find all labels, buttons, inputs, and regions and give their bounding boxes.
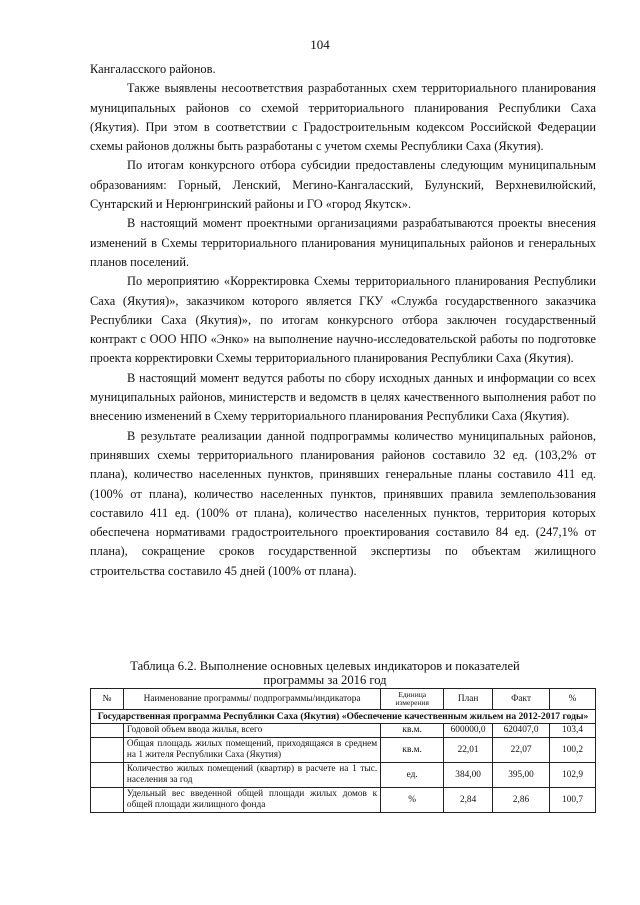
table-row (91, 788, 596, 813)
row-num (91, 788, 124, 813)
body-text (90, 60, 596, 581)
row-num (91, 763, 124, 788)
row-fact: 22,07 (493, 738, 550, 763)
row-name: Количество жилых помещений (квартир) в расчете на 1 тыс. населения за год (123, 763, 380, 788)
table-header-row (91, 689, 596, 710)
row-fact: 2,86 (493, 788, 550, 813)
row-name: Общая площадь жилых помещений, приходящаяся в среднем на 1 жителя Республики Саха (Якутия) (123, 738, 380, 763)
paragraph-3: По итогам конкурсного отбора субсидии предоставлены следующим муниципальным образованиям: Горный, Ленский, Мегино-Кангаласский, Булунский, Верхневилюйский, Сунтарский и Нерюнгринский районы и ГО «город Якутск». (90, 158, 596, 212)
table-row (91, 724, 596, 738)
header-unit: Единица измерения (381, 689, 444, 710)
row-unit: кв.м. (381, 724, 444, 738)
paragraph-7: В результате реализации данной подпрограммы количество муниципальных районов, принявших схемы территориального планирования районов составило 32 ед. (103,2% от плана), количество населенных пунктов, принявших генеральные планы составило 411 ед. (100% от плана), количество населенных пунктов, принявших правила землепользования составило 411 ед. (100% от плана), количество населенных пунктов, территория которых обеспечена нормативами градостроительного проектирования составило 84 ед. (247,1% от плана), сокращение сроков государственной экспертизы по объектам жилищного строительства составило 45 дней (100% от плана). (90, 428, 596, 578)
paragraph-2: Также выявлены несоответствия разработанных схем территориального планирования муниципальных районов со схемой территориального планирования Республики Саха (Якутия). При этом в соответствии с Градостроительным кодексом Российской Федерации схемы районов должны быть разработаны с учетом схемы Республики Саха (Якутия). (90, 81, 596, 154)
row-fact: 620407,0 (493, 724, 550, 738)
header-num: № (91, 689, 124, 710)
paragraph-4: В настоящий момент проектными организациями разрабатываются проекты внесения изменений в Схемы территориального планирования муниципальных районов и генеральных планов поселений. (90, 216, 596, 269)
indicators-table (90, 688, 596, 813)
row-percent: 100,2 (550, 738, 596, 763)
table-caption: Таблица 6.2. Выполнение основных целевых индикаторов и показателей программы за 2016 год (130, 659, 520, 687)
table-row (91, 738, 596, 763)
row-unit: % (381, 788, 444, 813)
paragraph-1: Кангаласского районов. (90, 62, 216, 76)
row-fact: 395,00 (493, 763, 550, 788)
row-percent: 103,4 (550, 724, 596, 738)
row-plan: 600000,0 (444, 724, 493, 738)
header-plan: План (444, 689, 493, 710)
row-unit: ед. (381, 763, 444, 788)
row-plan: 2,84 (444, 788, 493, 813)
header-fact: Факт (493, 689, 550, 710)
paragraph-5: По мероприятию «Корректировка Схемы территориального планирования Республики Саха (Якутия)», заказчиком которого является ГКУ «Служба государственного заказчика Республики Саха (Якутия)», по итогам конкурсного отбора заключен государственный контракт с ООО НПО «Энко» на выполнение научно-исследовательской работы по подготовке проекта корректировки Схемы территориального планирования Республики Саха (Якутия). (90, 274, 596, 366)
row-plan: 384,00 (444, 763, 493, 788)
row-plan: 22,01 (444, 738, 493, 763)
page-number: 104 (310, 37, 330, 52)
row-num (91, 738, 124, 763)
row-percent: 102,9 (550, 763, 596, 788)
row-unit: кв.м. (381, 738, 444, 763)
row-name: Удельный вес введенной общей площади жилых домов к общей площади жилищного фонда (123, 788, 380, 813)
group-title: Государственная программа Республики Саха (Якутия) «Обеспечение качественным жильем на 2012-2017 годы» (91, 710, 596, 724)
table-group-row (91, 710, 596, 724)
table-row (91, 763, 596, 788)
row-num (91, 724, 124, 738)
header-name: Наименование программы/ подпрограммы/индикатора (123, 689, 380, 710)
paragraph-6: В настоящий момент ведутся работы по сбору исходных данных и информации со всех муниципальных районов, министерств и ведомств в целях качественного выполнения работ по внесению изменений в Схему территориального планирования Республики Саха (Якутия). (90, 370, 596, 424)
row-percent: 100,7 (550, 788, 596, 813)
header-percent: % (550, 689, 596, 710)
row-name: Годовой объем ввода жилья, всего (123, 724, 380, 738)
